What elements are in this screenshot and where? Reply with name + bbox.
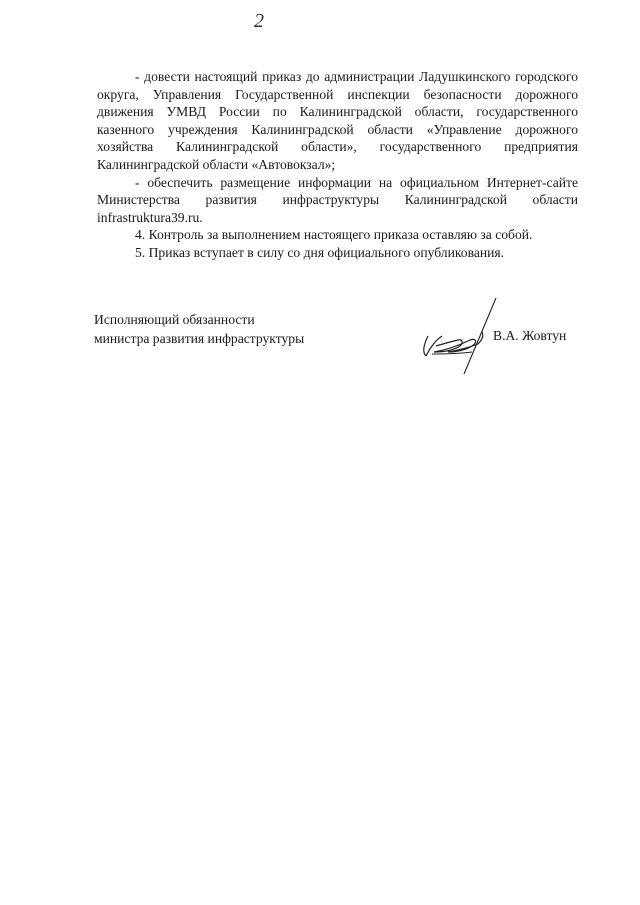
paragraph-effective: 5. Приказ вступает в силу со дня официального опубликования.	[135, 244, 505, 260]
paragraph-notify: - довести настоящий приказ до администрации Ладушкинского городского округа, Управления Государственной инспекции безопасности дорожного движения УМВД России по Калининградской области, государственного казенного учреждения Калининградской области «Управление дорожного хозяйства Калининградской области», государственного предприятия Калининградской области «Автовокзал»;	[97, 69, 578, 172]
paragraph-control: 4. Контроль за выполнением настоящего приказа оставляю за собой.	[135, 227, 533, 243]
handwritten-signature	[412, 296, 502, 376]
page-number: 2	[254, 10, 264, 32]
document-body	[97, 68, 578, 262]
position-line-2: министра развития инфраструктуры	[94, 331, 305, 346]
signatory-name: В.А. Жовтун	[493, 328, 567, 343]
signatory-position	[94, 310, 304, 348]
position-line-1: Исполняющий обязанности	[94, 312, 255, 327]
paragraph-publish-info: - обеспечить размещение информации на официальном Интернет-сайте Министерства развития инфраструктуры Калининградской области infrastruktura39.ru.	[97, 174, 578, 225]
